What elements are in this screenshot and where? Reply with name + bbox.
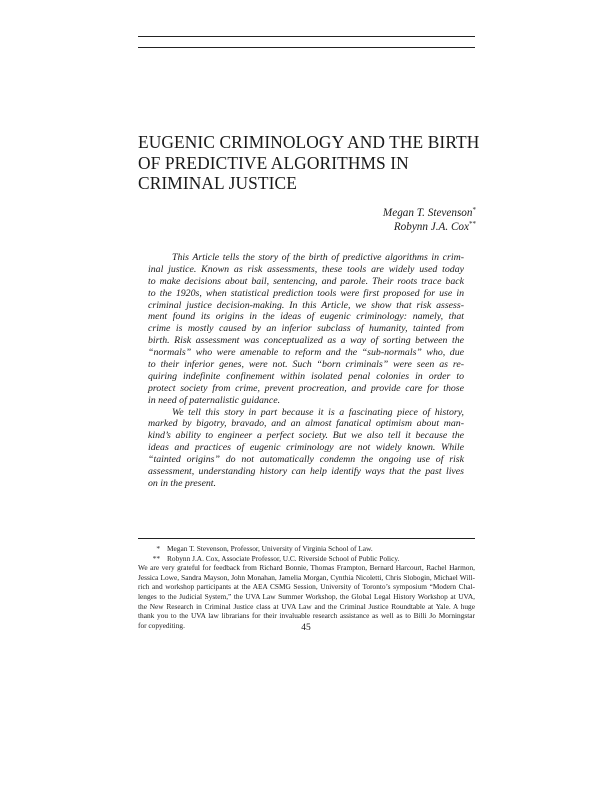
abstract-line: assessment, understanding history can help identify ways that the past lives: [148, 466, 464, 478]
abstract-line: inal justice. Known as risk assessments, these tools are widely used today: [148, 263, 464, 275]
author-name: Robynn J.A. Cox: [393, 221, 469, 233]
header-rule-bottom: [138, 47, 475, 48]
page-number: 45: [301, 623, 311, 633]
abstract-line: This Article tells the story of the birth of predictive algorithms in crim-: [172, 252, 464, 263]
acknowledgment-line: We are very grateful for feedback from Richard Bonnie, Thomas Frampton, Bernard Harcourt, Rachel Harmon,: [138, 563, 475, 573]
abstract-line: “tainted origins” do not automatically condemn the ongoing use of risk: [148, 454, 464, 466]
acknowledgment-line: Jessica Lowe, Sandra Mayson, John Monahan, Jamelia Morgan, Cynthia Nicoletti, Chris Slobogin, Michael Will-: [138, 572, 475, 582]
title-line: OF PREDICTIVE ALGORITHMS IN: [138, 152, 409, 173]
author-line: [383, 206, 476, 220]
author-name: Megan T. Stevenson: [382, 207, 473, 219]
footnote-item: [138, 554, 475, 564]
abstract-line: marked by bigotry, bravado, and an almost fanatical optimism about man-: [148, 418, 464, 430]
author-block: [383, 206, 476, 234]
abstract-line: in need of paternalistic guidance.: [148, 394, 281, 406]
author-footnote-mark[interactable]: **: [469, 220, 476, 228]
abstract-line: We tell this story in part because it is a fascinating piece of history,: [172, 406, 464, 418]
abstract-line: criminal justice decision-making. In this Article, we show that risk assess-: [148, 299, 464, 311]
author-line: [383, 220, 476, 234]
footnote-item: [138, 544, 475, 554]
header-rule-top: [138, 36, 475, 37]
abstract-paragraph-2: [148, 407, 464, 490]
footnote-mark: *: [156, 544, 160, 553]
article-title: [138, 132, 483, 194]
acknowledgment-line: thank you to the UVA law librarians for their invaluable research assistance as well as to Billi Jo Morningstar: [138, 611, 475, 621]
abstract-line: “normals” who were amenable to reform and the “sub-normals” who, due: [148, 347, 464, 359]
abstract-line: to their inferior genes, were not. Such “born criminals” were seen as re-: [148, 359, 464, 371]
abstract-line: ment found its origins in the ideas of eugenic criminology: namely, that: [148, 311, 464, 323]
footnote-text: Robynn J.A. Cox, Associate Professor, U.C. Riverside School of Public Policy.: [167, 553, 400, 563]
abstract-line: on in the present.: [148, 477, 216, 489]
abstract-line: ideas and practices of eugenic criminology are not widely known. While: [148, 442, 464, 454]
acknowledgment-line: the New Research in Criminal Justice class at UVA Law and the Criminal Justice Roundtable at Yale. A huge: [138, 601, 475, 611]
author-footnote-mark[interactable]: *: [472, 206, 476, 214]
acknowledgment-line: lenges to the Judicial System,” the UVA Law Summer Workshop, the Global Legal History Workshop at UVA,: [138, 591, 475, 601]
footnote-rule: [138, 538, 475, 539]
title-line: EUGENIC CRIMINOLOGY AND THE BIRTH: [138, 132, 480, 152]
acknowledgment-line: rich and workshop participants at the AEA CSMG Session, University of Toronto’s symposium “Modern Chal-: [138, 582, 475, 592]
abstract-line: kind’s ability to engineer a perfect society. But we also tell it because the: [148, 430, 464, 442]
footnote-mark: **: [152, 553, 160, 563]
abstract-line: protect society from crime, prevent procreation, and provide care for those: [148, 382, 464, 394]
title-line: CRIMINAL JUSTICE: [138, 173, 297, 193]
abstract-paragraph-1: [148, 252, 464, 407]
abstract-line: crime is mostly caused by an inferior subclass of humanity, tainted from: [148, 323, 464, 335]
acknowledgment: [138, 563, 475, 630]
abstract-line: to make decisions about bail, sentencing, and parole. Their roots trace back: [148, 275, 464, 287]
abstract: [148, 252, 464, 490]
footnotes: [138, 544, 475, 630]
abstract-line: birth. Risk assessment was conceptualized as a way of sorting between the: [148, 335, 464, 347]
abstract-line: to the 1920s, when statistical prediction tools were first proposed for use in: [148, 287, 464, 299]
acknowledgment-line: for copyediting.: [138, 620, 185, 630]
abstract-line: quiring indefinite confinement within isolated penal colonies in order to: [148, 370, 464, 382]
footnote-text: Megan T. Stevenson, Professor, University of Virginia School of Law.: [167, 544, 373, 553]
